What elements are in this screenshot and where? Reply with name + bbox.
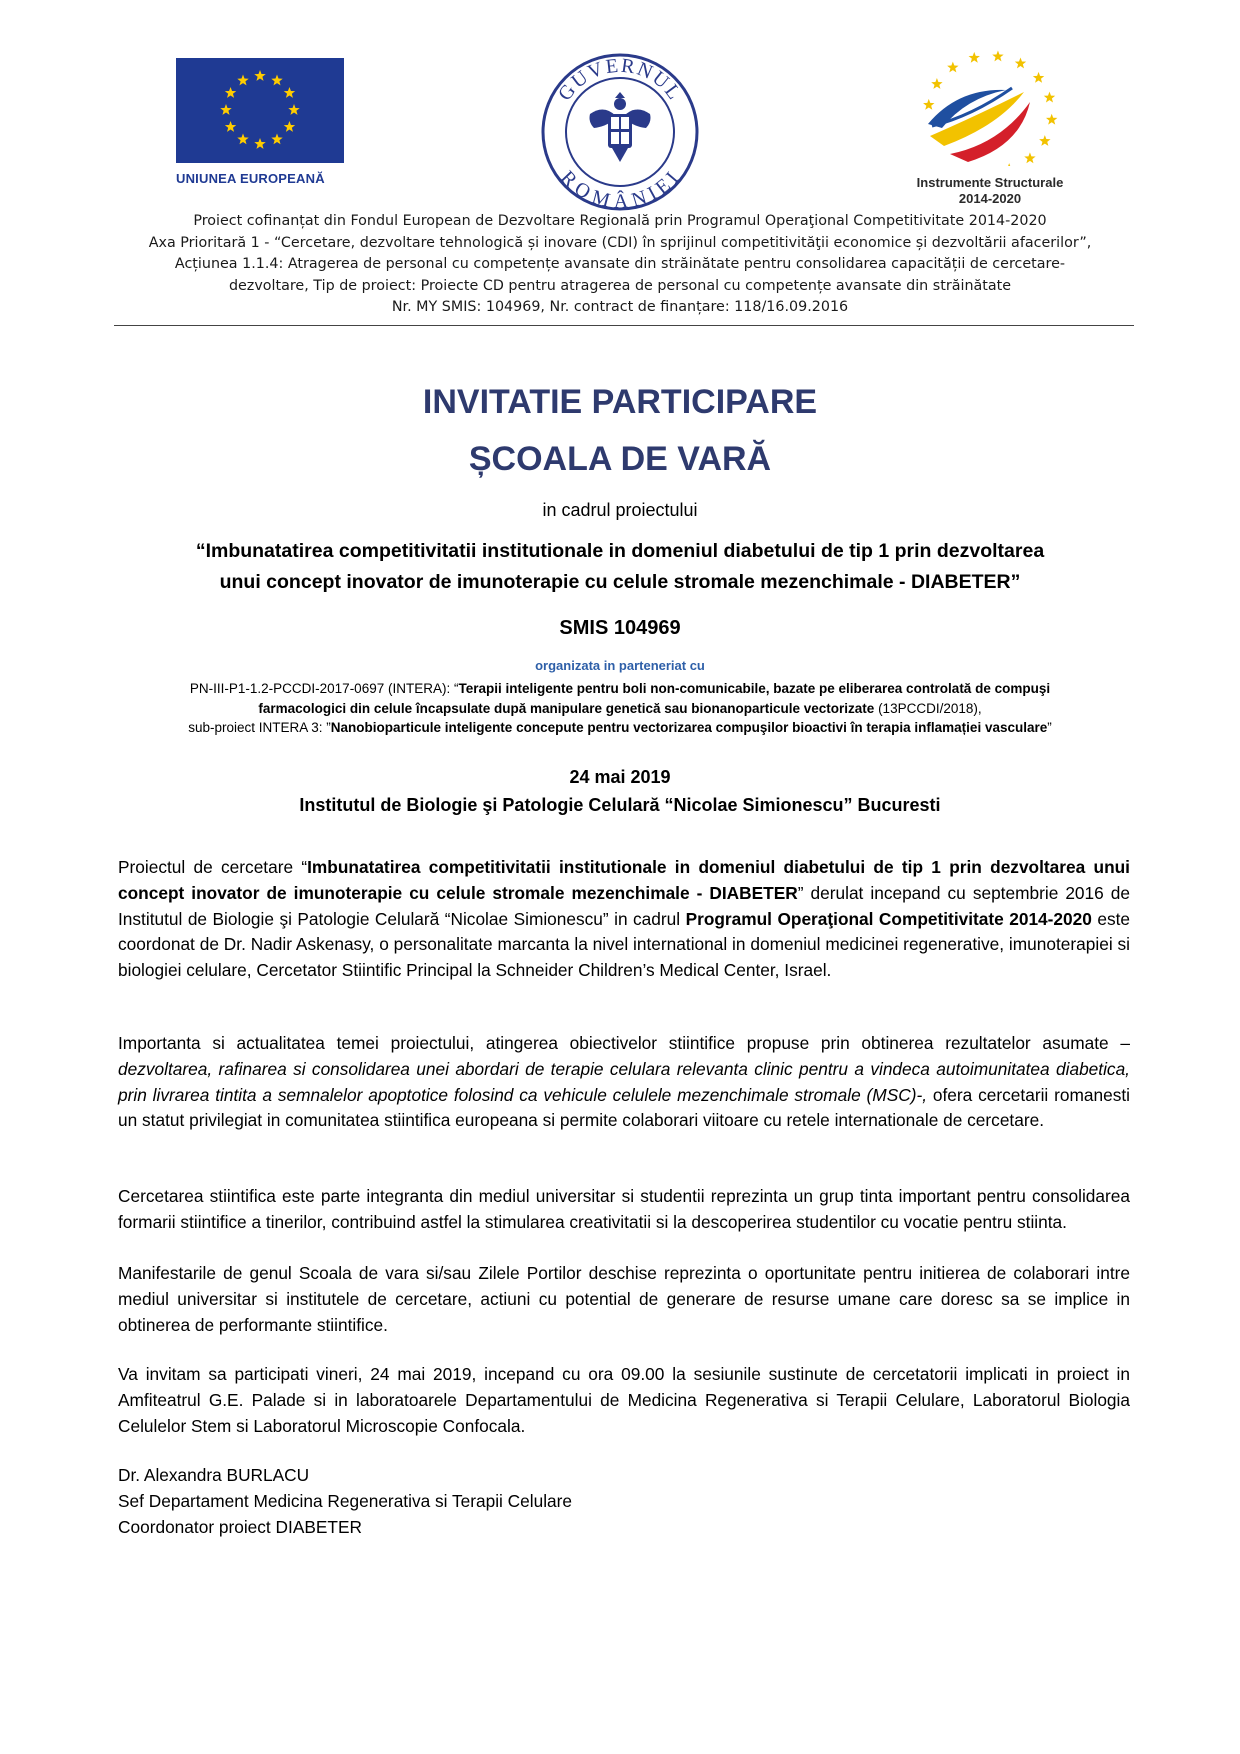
subproject-label: sub-proiect INTERA 3: ” bbox=[188, 720, 331, 735]
eu-star-icon bbox=[288, 104, 299, 115]
structural-instruments-emblem-icon bbox=[890, 46, 1090, 166]
is-label-text: Instrumente Structurale bbox=[916, 175, 1064, 190]
instrumente-structurale-logo bbox=[890, 46, 1090, 207]
is-star-icon bbox=[969, 52, 980, 63]
is-star-icon bbox=[1003, 163, 1014, 166]
paragraph-importance bbox=[118, 1031, 1130, 1134]
is-star-icon bbox=[1046, 114, 1057, 125]
eu-star-icon bbox=[284, 87, 295, 98]
eu-star-icon bbox=[271, 133, 282, 144]
partnership-details bbox=[100, 679, 1140, 738]
eu-star-icon bbox=[220, 104, 231, 115]
eu-star-icon bbox=[225, 87, 236, 98]
seal-text-bottom: ROMÂNIEI bbox=[556, 166, 685, 212]
header-line: Nr. MY SMIS: 104969, Nr. contract de finanțare: 118/16.09.2016 bbox=[391, 299, 849, 315]
project-intro: in cadrul proiectului bbox=[542, 500, 698, 520]
is-star-icon bbox=[992, 50, 1003, 61]
paragraph-invitation bbox=[118, 1362, 1130, 1439]
eu-star-icon bbox=[254, 138, 265, 149]
p4-text: Manifestarile de genul Scoala de vara si/sau Zilele Portilor deschise reprezinta o oportunitate pentru initierea de colaborari intre mediul universitar si institutele de cercetare, actiuni cu potential de generare de resurse umane care doresc sa se implice in obtinerea de performante stiintifice. bbox=[118, 1263, 1130, 1335]
summer-school-title: ȘCOALA DE VARĂ bbox=[468, 440, 772, 478]
is-star-icon bbox=[1033, 72, 1044, 83]
p5-text: Va invitam sa participati vineri, 24 mai 2019, incepand cu ora 09.00 la sesiunile sustinute de cercetatorii implicati in proiect in Amfiteatrul G.E. Palade si in laboratoarele Departamentului de Medicina Regenerativa si Terapii Celulare, Laboratorul Biologia Celulelor Stem si Laboratorul Microscopie Confocala. bbox=[118, 1364, 1130, 1436]
smis-code: SMIS 104969 bbox=[559, 617, 681, 639]
p1-text: este coordonat de Dr. Nadir Askenasy, o personalitate marcanta la nivel international in domeniul medicinei regenerative, imunoterapiei si biologiei celulare, Cercetator Stiintific Principal la Schneider Children’s Medical Center, Israel. bbox=[118, 908, 1130, 981]
partnership-project-name: Terapii inteligente pentru boli non-comunicabile, bazate pe eliberarea controlată de compuşi bbox=[458, 681, 1051, 696]
paragraph-research bbox=[118, 1184, 1130, 1236]
signature-block bbox=[118, 1463, 572, 1540]
partnership-label: organizata in parteneriat cu bbox=[535, 658, 705, 673]
partnership-line bbox=[100, 679, 1140, 699]
header-line: Axa Prioritară 1 - “Cercetare, dezvoltare tehnologică și inovare (CDI) în sprijinul competitivităţii economice și dezvoltării afacerilor”, bbox=[148, 234, 1092, 251]
eu-star-icon bbox=[254, 70, 265, 81]
is-star-icon bbox=[1044, 92, 1055, 103]
header-line: Proiect cofinanțat din Fondul European de Dezvoltare Regională prin Programul Operaţional Competitivitate 2014-2020 bbox=[193, 213, 1047, 229]
eu-star-icon bbox=[271, 75, 282, 86]
funding-header bbox=[110, 211, 1130, 319]
p2-text: ofera cercetarii romanesti un statut privilegiat in comunitatea stiintifica europeana si permite colaborari viitoare cu retele internationale de cercetare. bbox=[118, 1084, 1130, 1131]
eu-logo-label: UNIUNEA EUROPEANĂ bbox=[176, 171, 325, 186]
partnership-ref: (13PCCDI/2018), bbox=[874, 700, 982, 716]
is-years-text: 2014-2020 bbox=[958, 191, 1022, 206]
p2-text: Importanta si actualitatea temei proiectului, atingerea obiectivelor stiintifice propuse prin obtinerea rezultatelor asumate – bbox=[118, 1033, 1130, 1053]
partnership-line bbox=[100, 699, 1140, 719]
project-title-line: “Imbunatatirea competitivitatii institutionale in domeniul diabetului de tip 1 prin dezvoltarea bbox=[195, 540, 1045, 562]
header-line: dezvoltare, Tip de proiect: Proiecte CD pentru atragerea de personal cu competențe avansate din străinătate bbox=[228, 277, 1012, 294]
subproject-quote: ” bbox=[1047, 720, 1052, 735]
is-star-icon bbox=[947, 62, 958, 73]
signature-role: Sef Departament Medicina Regenerativa si Terapii Celulare bbox=[118, 1490, 573, 1511]
paragraph-project bbox=[118, 855, 1130, 984]
is-star-icon bbox=[1024, 152, 1035, 163]
partnership-code: PN-III-P1-1.2-PCCDI-2017-0697 (INTERA): “ bbox=[189, 681, 459, 696]
event-institute: Institutul de Biologie şi Patologie Celulară “Nicolae Simionescu” Bucuresti bbox=[299, 795, 941, 815]
signature-title: Coordonator proiect DIABETER bbox=[118, 1516, 362, 1537]
partnership-project-name-cont: farmacologici din celule încapsulate după manipulare genetică sau bionanoparticule vectorizate bbox=[258, 700, 875, 716]
p3-text: Cercetarea stiintifica este parte integranta din mediul universitar si studentii reprezinta un grup tinta important pentru consolidarea formarii stiintifice a tinerilor, contribuind astfel la stimularea creativitatii si la descoperirea studentilor cu vocatie pentru stiinta. bbox=[118, 1186, 1130, 1232]
is-logo-label bbox=[890, 175, 1090, 207]
header-divider bbox=[114, 325, 1134, 326]
paragraph-events bbox=[118, 1261, 1130, 1338]
eu-star-icon bbox=[237, 133, 248, 144]
seal-text-top: GUVERNUL bbox=[553, 54, 687, 105]
invitation-title: INVITATIE PARTICIPARE bbox=[422, 383, 818, 421]
is-star-icon bbox=[931, 78, 942, 89]
p2-objectives: dezvoltarea, rafinarea si consolidarea unei abordari de terapie celulara relevanta clinic pentru a vindeca autoimunitatea diabetica, prin livrarea tintita a semnalelor apoptotice folosind ca vehicule celulele mezenchimale stromale (MSC)-, bbox=[118, 1058, 1130, 1105]
p1-program-name: Programul Operaţional Competitivitate 2014-2020 bbox=[685, 908, 1092, 929]
p1-text: Proiectul de cercetare “ bbox=[118, 857, 308, 877]
signature-name: Dr. Alexandra BURLACU bbox=[118, 1465, 310, 1485]
eu-star-icon bbox=[225, 121, 236, 132]
project-title bbox=[100, 536, 1140, 598]
eu-star-icon bbox=[237, 75, 248, 86]
is-star-icon bbox=[1039, 135, 1050, 146]
eu-logo bbox=[176, 58, 344, 186]
is-star-icon bbox=[923, 99, 934, 110]
header-line: Acțiunea 1.1.4: Atragerea de personal cu competențe avansate din străinătate pentru consolidarea capacității de cercetare- bbox=[174, 256, 1066, 272]
eu-star-icon bbox=[284, 121, 295, 132]
project-title-line: unui concept inovator de imunoterapie cu celule stromale mezenchimale - DIABETER” bbox=[219, 571, 1021, 593]
is-star-icon bbox=[1015, 58, 1026, 69]
government-seal-logo bbox=[540, 52, 700, 212]
partnership-line bbox=[100, 718, 1140, 738]
p1-text: ” derulat incepand cu septembrie 2016 de Institutul de Biologie şi Patologie Celulară “Nicolae Simionescu” in cadrul bbox=[118, 882, 1131, 929]
event-date: 24 mai 2019 bbox=[569, 767, 671, 787]
subproject-name: Nanobioparticule inteligente concepute pentru vectorizarea compuşilor bioactivi în terapia inflamației vasculare bbox=[330, 720, 1048, 735]
p1-project-name: Imbunatatirea competitivitatii institutionale in domeniul diabetului de tip 1 prin dezvoltarea unui concept inovator de imunoterapie cu celule stromale mezenchimale - DIABETER bbox=[118, 857, 1130, 903]
eu-flag-icon bbox=[176, 58, 344, 163]
